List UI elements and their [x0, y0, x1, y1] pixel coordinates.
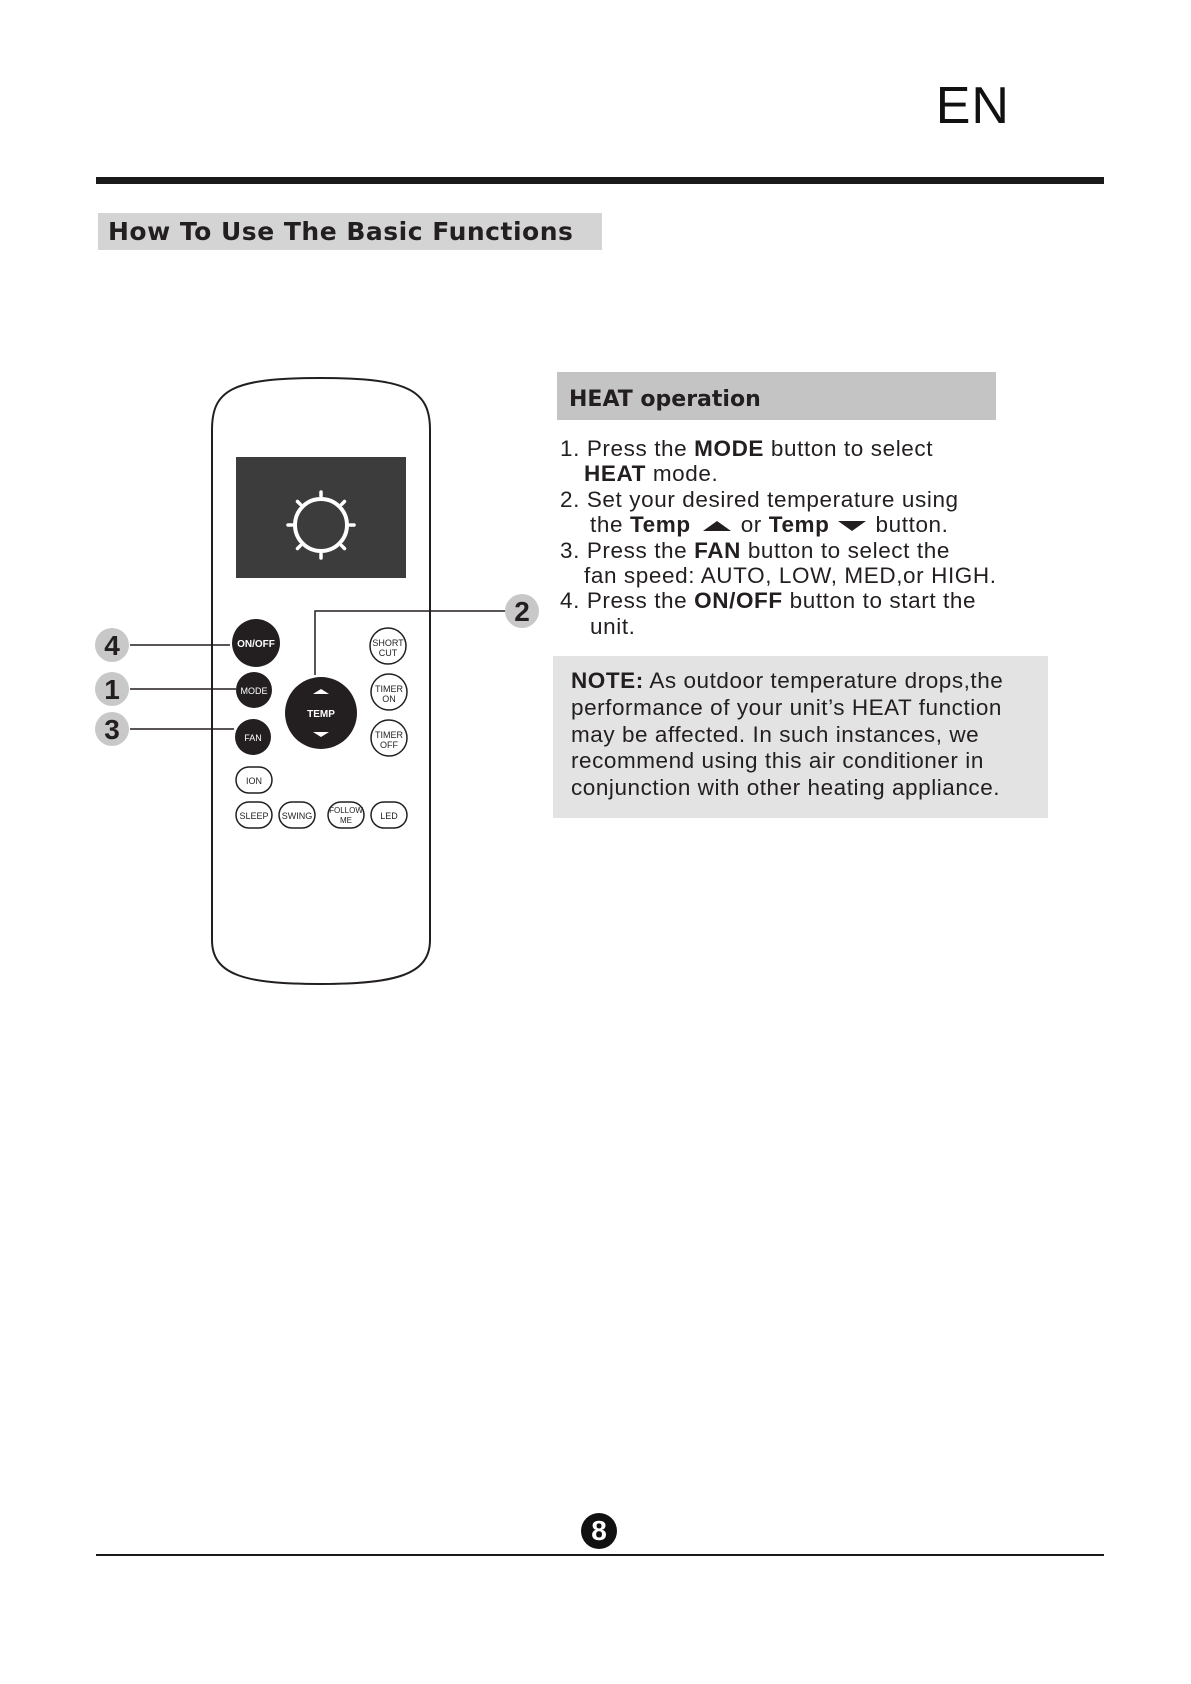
svg-text:ME: ME — [340, 816, 352, 825]
step-1: 1. Press the MODE button to select HEAT mode. — [560, 436, 934, 487]
callout-4 — [95, 628, 129, 662]
swing-button[interactable] — [279, 802, 315, 828]
svg-text:SHORT: SHORT — [372, 638, 404, 648]
mode-button[interactable] — [236, 672, 272, 708]
callout-3 — [95, 712, 129, 746]
ion-button[interactable] — [236, 767, 272, 793]
heat-operation-heading: HEAT operation — [557, 372, 996, 420]
svg-text:SLEEP: SLEEP — [239, 811, 269, 821]
note-box — [553, 656, 1048, 818]
remote-display — [236, 457, 406, 578]
triangle-down-icon — [838, 520, 866, 532]
bottom-divider — [96, 1554, 1104, 1556]
step-2: 2. Set your desired temperature using the Temp or Temp button. — [560, 486, 959, 538]
note-line-5: conjunction with other heating appliance. — [571, 775, 1001, 801]
note-line-3: may be affected. In such instances, we — [571, 721, 980, 747]
callout-2 — [505, 594, 539, 628]
language-label: EN — [935, 77, 1010, 135]
svg-text:2: 2 — [514, 596, 530, 627]
svg-text:1: 1 — [104, 674, 120, 705]
svg-text:TIMER: TIMER — [375, 730, 403, 740]
svg-text:TIMER: TIMER — [375, 684, 403, 694]
svg-text:FOLLOW: FOLLOW — [329, 806, 363, 815]
svg-text:OFF: OFF — [380, 740, 398, 750]
onoff-button[interactable] — [232, 619, 280, 667]
temp-button[interactable] — [285, 677, 357, 749]
follow-me-button[interactable] — [328, 802, 364, 828]
note-line-4: recommend using this air conditioner in — [571, 748, 984, 774]
svg-text:FAN: FAN — [244, 733, 262, 743]
svg-text:SWING: SWING — [281, 811, 313, 821]
fan-button[interactable] — [235, 719, 271, 755]
short-cut-button[interactable] — [370, 628, 406, 664]
timer-on-button[interactable] — [371, 674, 407, 710]
svg-text:4: 4 — [104, 630, 120, 661]
svg-text:ON/OFF: ON/OFF — [237, 639, 275, 650]
page-number: 8 — [581, 1513, 617, 1549]
svg-text:MODE: MODE — [240, 686, 268, 696]
step-3: 3. Press the FAN button to select the fan speed: AUTO, LOW, MED,or HIGH. — [560, 537, 997, 589]
svg-text:CUT: CUT — [378, 648, 398, 658]
triangle-up-icon — [703, 520, 731, 532]
note-line-2: performance of your unit’s HEAT function — [571, 694, 1002, 720]
timer-off-button[interactable] — [371, 720, 407, 756]
step-4: 4. Press the ON/OFF button to start the unit. — [560, 588, 977, 639]
svg-text:TEMP: TEMP — [307, 709, 335, 720]
svg-text:3: 3 — [104, 714, 120, 745]
callout-1 — [95, 672, 129, 706]
section-title: How To Use The Basic Functions — [98, 213, 602, 250]
svg-text:ON: ON — [382, 694, 396, 704]
led-button[interactable] — [371, 802, 407, 828]
note-line-1: NOTE: As outdoor temperature drops,the — [571, 668, 1004, 693]
heat-steps-list — [560, 436, 1040, 639]
svg-text:ION: ION — [245, 776, 263, 786]
svg-text:LED: LED — [380, 811, 398, 821]
sleep-button[interactable] — [236, 802, 272, 828]
